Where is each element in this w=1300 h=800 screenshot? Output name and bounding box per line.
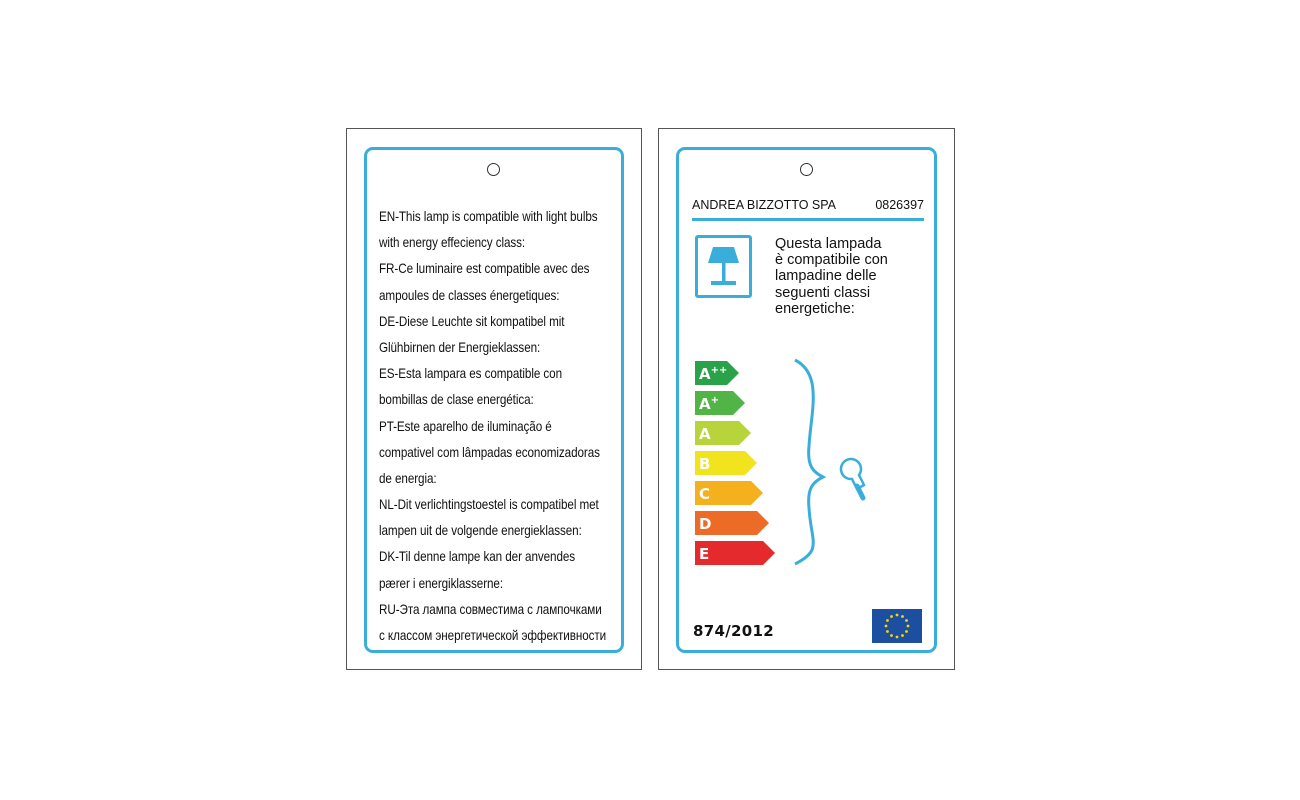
table-lamp-icon — [695, 235, 752, 298]
compatibility-text — [775, 236, 915, 317]
energy-class-label: C — [699, 485, 711, 503]
text-line: de energia: — [379, 470, 437, 486]
class-brace — [779, 350, 969, 570]
multilingual-text — [379, 204, 629, 649]
energy-class-arrow — [695, 481, 763, 505]
energy-class-arrow — [695, 451, 757, 475]
product-code: 0826397 — [875, 198, 924, 212]
text-line: ampoules de classes énergetiques: — [379, 287, 560, 303]
intro-line: energetiche: — [775, 300, 855, 317]
hang-hole-icon — [800, 163, 813, 176]
header-rule — [692, 218, 924, 221]
company-name: ANDREA BIZZOTTO SPA — [692, 198, 837, 212]
text-line: Glühbirnen der Energieklassen: — [379, 339, 541, 355]
energy-class-label: B — [699, 455, 711, 473]
energy-class-label: A — [699, 425, 711, 443]
energy-class-label: E — [699, 545, 710, 563]
text-line: bombillas de clase energética: — [379, 392, 534, 408]
text-line: pærer i energiklasserne: — [379, 575, 504, 591]
intro-line: Questa lampada — [775, 236, 882, 252]
energy-class-arrow — [695, 361, 739, 385]
energy-class-label: A++ — [699, 365, 728, 383]
text-line: ES-Esta lampara es compatible con — [379, 366, 563, 382]
intro-line: seguenti classi — [775, 284, 871, 301]
text-line: RU-Эта лампа совместима с лампочками — [379, 601, 602, 617]
text-line: FR-Ce luminaire est compatible avec des — [379, 261, 590, 277]
energy-class-label: D — [699, 515, 712, 533]
intro-line: è compatibile con — [775, 252, 888, 269]
text-line: EN-This lamp is compatible with light bulbs — [379, 209, 598, 224]
text-line: DE-Diese Leuchte sit kompatibel mit — [379, 313, 565, 329]
energy-class-arrow — [695, 421, 751, 445]
text-line: PT-Este aparelho de iluminação é — [379, 418, 552, 434]
text-line: DK-Til denne lampe kan der anvendes — [379, 549, 576, 565]
right-card-frame — [676, 147, 937, 653]
energy-class-arrow — [695, 511, 769, 535]
energy-class-label: A+ — [699, 395, 719, 413]
text-line: NL-Dit verlichtingstoestel is compatibel met — [379, 497, 599, 513]
left-label-card — [346, 128, 642, 670]
text-line: lampen uit de volgende energieklassen: — [379, 523, 582, 539]
text-line: с классом энергетической эффективности — [379, 628, 607, 643]
right-label-card — [658, 128, 955, 670]
intro-line: lampadine delle — [775, 268, 877, 285]
left-card-frame — [364, 147, 624, 653]
hang-hole-icon — [487, 163, 500, 176]
light-bulb-icon — [841, 459, 864, 498]
text-line: compativel com lâmpadas economizadoras — [379, 444, 600, 460]
text-line: with energy effeciency class: — [379, 235, 526, 251]
energy-class-arrow — [695, 541, 775, 565]
card-header — [692, 195, 924, 215]
energy-class-arrow — [695, 391, 745, 415]
regulation-number: 874/2012 — [693, 622, 774, 640]
eu-flag-icon — [872, 609, 922, 643]
